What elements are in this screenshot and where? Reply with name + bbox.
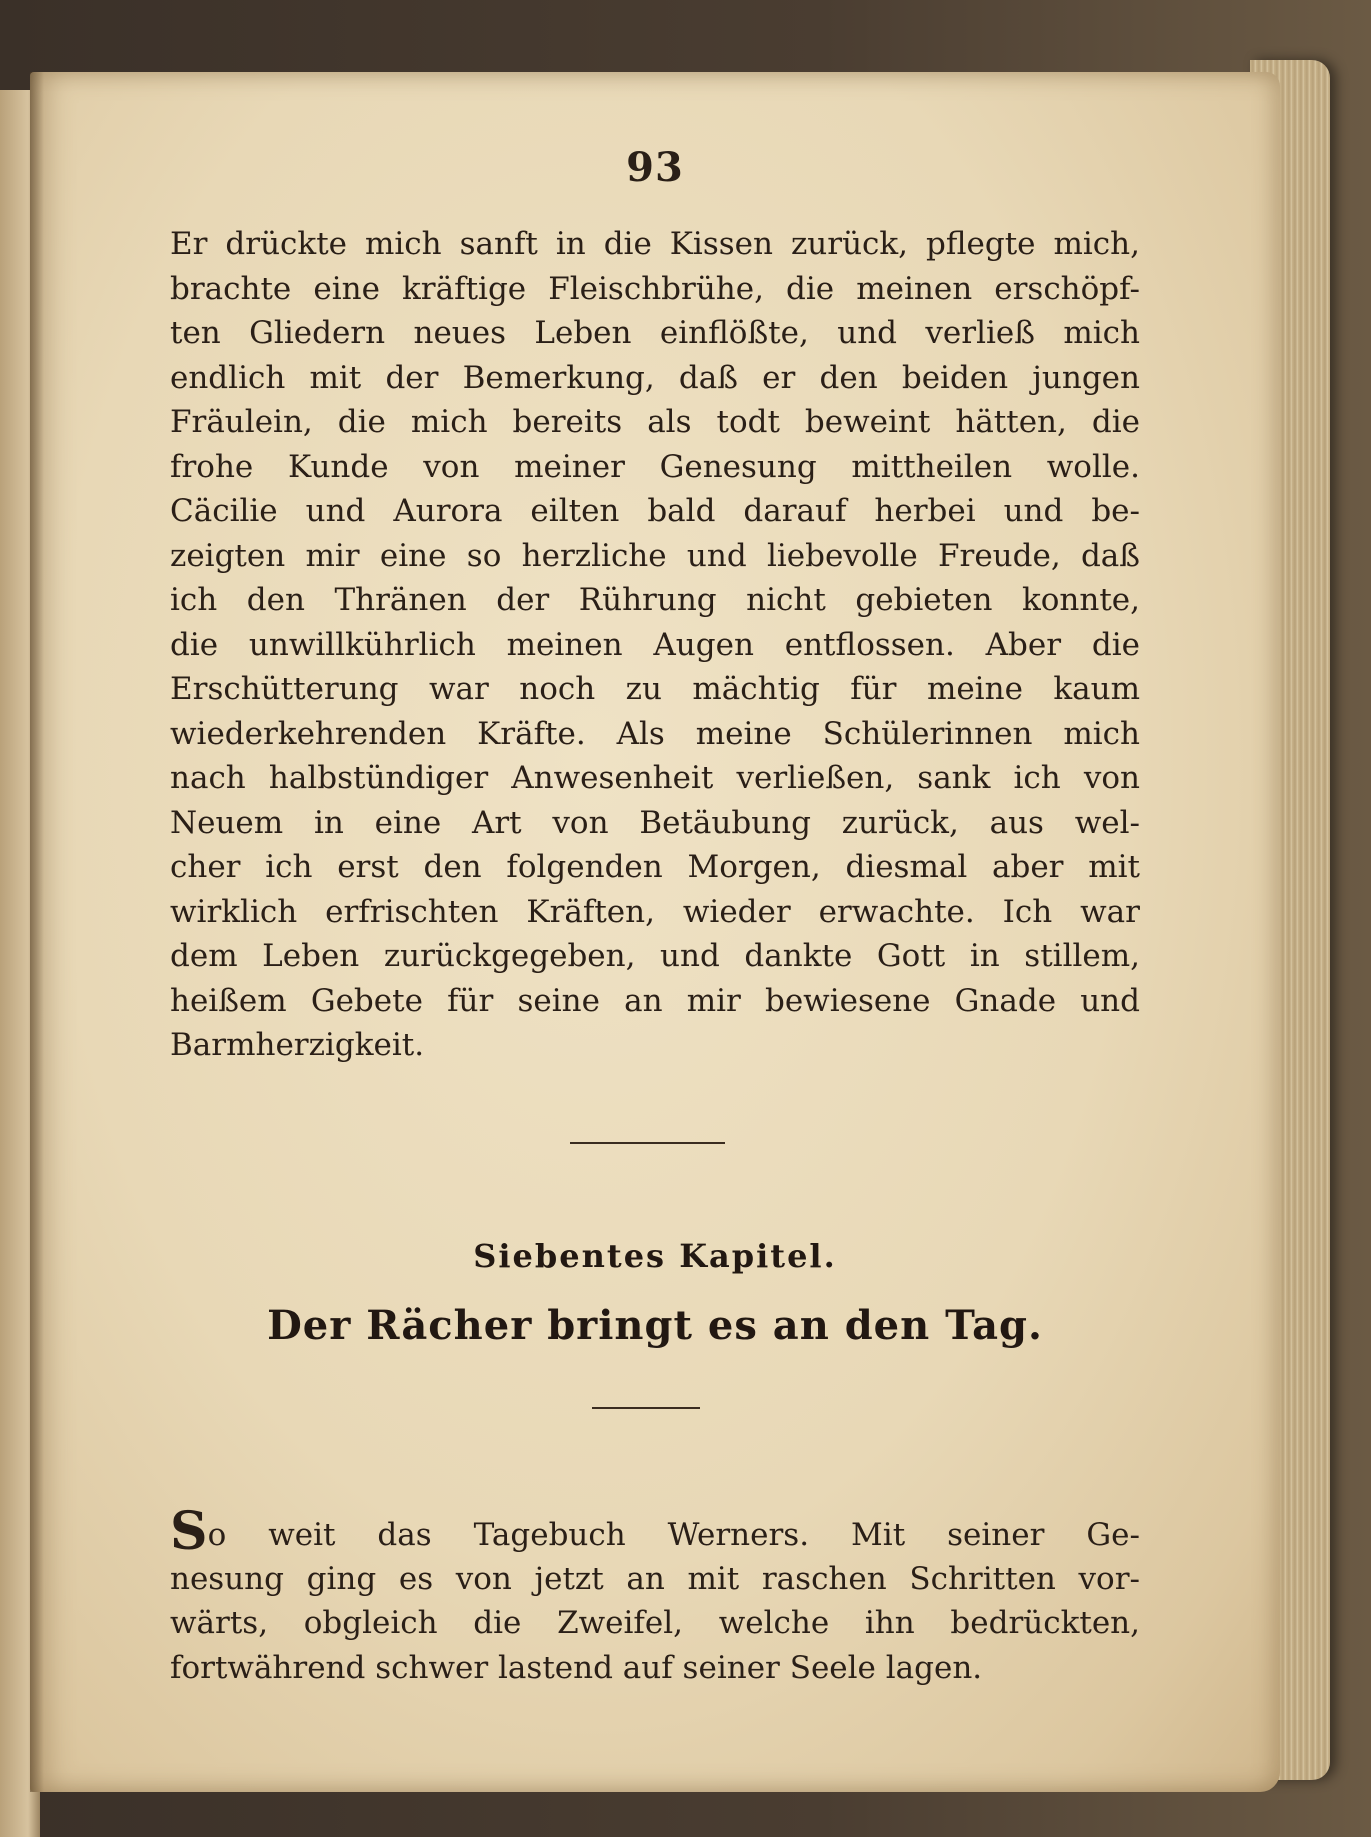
text-line: Er drückte mich sanft in die Kissen zurück, pflegte mich,	[170, 226, 1140, 262]
paragraph-1	[170, 222, 1140, 1068]
text-line: frohe Kunde von meiner Genesung mittheilen wolle.	[170, 448, 1140, 485]
text-line: cher ich erst den folgenden Morgen, diesmal aber mit	[170, 849, 1140, 885]
text-line: nach halbstündiger Anwesenheit verließen, sank ich von	[170, 760, 1140, 796]
text-line: Neuem in eine Art von Betäubung zurück, aus wel-	[170, 804, 1140, 841]
text-line: Cäcilie und Aurora eilten bald darauf herbei und be-	[170, 493, 1140, 529]
page-gutter-shadow	[30, 72, 44, 1792]
text-line: ich den Thränen der Rührung nicht gebieten konnte,	[170, 582, 1140, 618]
drop-initial: S	[170, 1501, 208, 1562]
text-line: brachte eine kräftige Fleischbrühe, die meinen erschöpf-	[170, 270, 1140, 307]
text-line: endlich mit der Bemerkung, daß er den beiden jungen	[170, 359, 1140, 396]
paragraph-2	[170, 1501, 1140, 1690]
page-number: 93	[626, 144, 684, 191]
text-line: wirklich erfrischten Kräften, wieder erwachte. Ich war	[170, 893, 1140, 930]
text-line: nesung ging es von jetzt an mit raschen Schritten vor-	[170, 1560, 1140, 1597]
section-divider	[570, 1142, 725, 1144]
text-line: Erschütterung war noch zu mächtig für meine kaum	[170, 671, 1140, 707]
text-line: Fräulein, die mich bereits als todt beweint hätten, die	[170, 404, 1140, 440]
text-line: ten Gliedern neues Leben einflößte, und verließ mich	[170, 315, 1140, 351]
chapter-title: Der Rächer bringt es an den Tag.	[267, 1302, 1043, 1349]
text-line: wärts, obgleich die Zweifel, welche ihn bedrückten,	[170, 1605, 1140, 1641]
text-line: Barmherzigkeit.	[170, 1027, 425, 1063]
text-line: wiederkehrenden Kräfte. Als meine Schülerinnen mich	[170, 715, 1140, 752]
text-line: heißem Gebete für seine an mir bewiesene Gnade und	[170, 982, 1140, 1019]
chapter-number: Siebentes Kapitel.	[473, 1237, 837, 1275]
text-line: die unwillkührlich meinen Augen entflossen. Aber die	[170, 626, 1140, 663]
text-line: fortwährend schwer lastend auf seiner Seele lagen.	[170, 1649, 983, 1686]
text-line: dem Leben zurückgegeben, und dankte Gott in stillem,	[170, 938, 1140, 974]
book-page	[30, 72, 1280, 1792]
title-divider	[592, 1407, 700, 1409]
text-line: zeigten mir eine so herzliche und liebevolle Freude, daß	[170, 537, 1140, 574]
first-line-text: o weit das Tagebuch Werners. Mit seiner Ge-	[207, 1517, 1140, 1553]
text-line	[170, 1501, 1140, 1562]
